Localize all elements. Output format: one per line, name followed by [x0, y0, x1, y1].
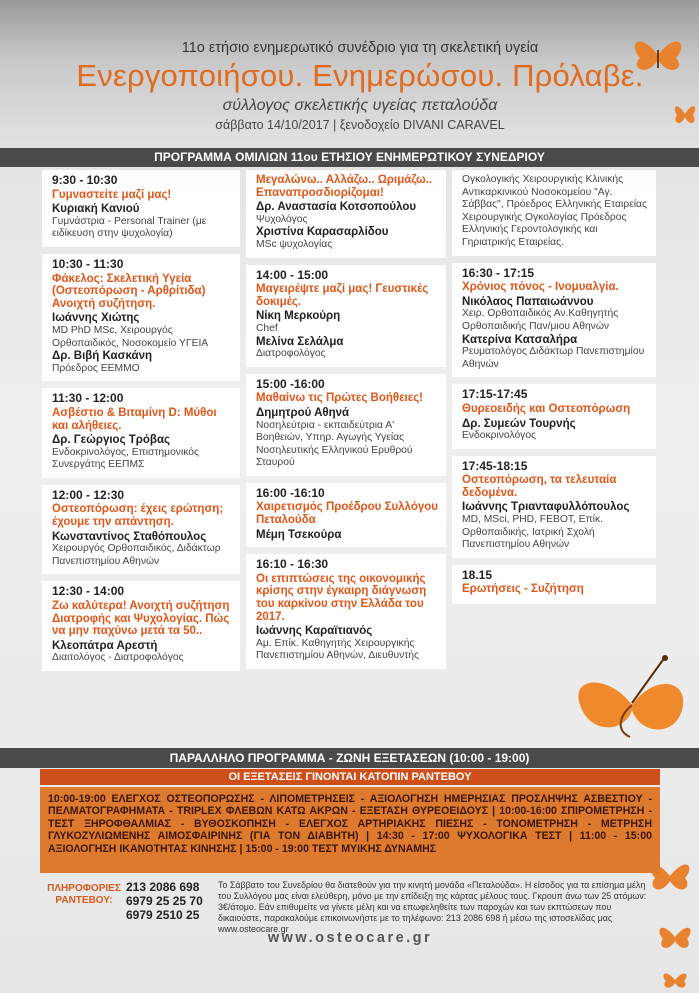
phone-list: [126, 880, 214, 922]
speaker-name: Δρ. Συμεών Τουρνής: [462, 417, 576, 430]
speaker-role: Γυμνάστρια - Personal Trainer (με ειδίκευση στην ψυχολογία): [52, 215, 207, 240]
speaker-role: MSc ψυχολογίας: [256, 238, 333, 250]
session-card: [246, 265, 446, 367]
session-card: [42, 581, 240, 671]
speaker-name: Ιωάννης Τριανταφυλλόπουλος: [462, 501, 630, 514]
session-time: 16:00 -16:10: [256, 485, 325, 500]
session-time: 16:10 - 16:30: [256, 557, 329, 572]
speaker-name: Δρ. Βιβή Κασκάνη: [52, 350, 153, 363]
speaker-name: Δημητρού Αθηνά: [256, 406, 350, 419]
session-card: [452, 384, 656, 448]
speaker-role: Χειρουργός Ορθοπαιδικός, Διδάκτωρ Πανεπιστημίου Αθηνών: [52, 543, 221, 567]
speaker-role: Ενδοκρινολόγος: [462, 430, 537, 442]
speaker-name: Ιωάννης Καραϊτιανός: [256, 625, 373, 638]
speaker-name: Μέμη Τσεκούρα: [256, 528, 342, 541]
program-title: ΠΡΟΓΡΑΜΜΑ ΟΜΙΛΙΩΝ 11ου ΕΤΗΣΙΟΥ ΕΝΗΜΕΡΩΤΙΚΟΥ ΣΥΝΕΔΡΙΟΥ: [0, 148, 699, 167]
session-card: [42, 170, 240, 247]
session-card: [42, 254, 240, 381]
association-name: σύλλογος σκελετικής υγείας πεταλούδα: [222, 97, 498, 114]
speaker-role: Διατροφολόγος: [256, 348, 326, 360]
speaker-name: Κυριακή Κανιού: [52, 203, 140, 216]
speaker-name: Κλεοπάτρα Αρεστή: [52, 639, 158, 652]
speaker-name: Νίκη Μερκούρη: [256, 310, 341, 323]
speaker-role: Νοσηλεύτρια - εκπαιδεύτρια Α' Βοηθειών, Υπηρ. Αγωγής Υγείας Νοσηλευτικής Ελληνικού Ερυθρού Σταυρού: [256, 419, 413, 469]
session-time: 17:15-17:45: [462, 387, 528, 402]
phone-number[interactable]: 6979 25 25 70: [126, 894, 203, 908]
speaker-name: Νικόλαος Παπαιωάννου: [462, 295, 594, 308]
program-column-3: [452, 170, 656, 611]
program-column-2: [246, 170, 446, 676]
session-card: [452, 170, 656, 256]
session-time: 10:30 - 11:30: [52, 256, 124, 271]
date-venue: σάββατο 14/10/2017 | ξενοδοχείο DIVANI CARAVEL: [215, 118, 505, 132]
session-card: [246, 483, 446, 547]
phone-number[interactable]: 213 2086 698: [126, 880, 200, 894]
session-topic: Χρόνιος πόνος - Ινομυαλγία.: [462, 281, 619, 294]
conference-subtitle: 11ο ετήσιο ενημερωτικό συνέδριο για τη σκελετική υγεία: [181, 40, 539, 56]
session-topic: Μαθαίνω τις Πρώτες Βοήθειες!: [256, 392, 424, 405]
phone-number[interactable]: 6979 2510 25: [126, 908, 200, 922]
speaker-role: Πρόεδρος ΕΕΜΜΟ: [52, 362, 140, 374]
session-topic: Ερωτήσεις - Συζήτηση: [462, 583, 584, 596]
program-column-1: [42, 170, 240, 678]
session-topic: Μεγαλώνω.. Αλλάζω.. Ωριμάζω.. Επαναπροσδιορίζομαι!: [256, 174, 433, 199]
speaker-role: Αμ. Επίκ. Καθηγητής Χειρουργικής Πανεπιστημίου Αθηνών, Διευθυντής: [256, 637, 420, 662]
exams-list: 10:00-19:00 ΕΛΕΓΧΟΣ ΟΣΤΕΟΠΟΡΩΣΗΣ - ΛΙΠΟΜΕΤΡΗΣΕΙΣ - ΑΞΙΟΛΟΓΗΣΗ ΗΜΕΡΗΣΙΑΣ ΠΡΟΣΛΗΨΗΣ ΑΣΒΕΣΤΙΟΥ - ΠΕΛΜΑΤΟΓΡΑΦΗΜΑΤΑ - TRIPLEX ΦΛΕΒΩΝ ΚΑΤΩ ΑΚΡΩΝ - ΕΞΕΤΑΣΗ ΘΥΡΕΟΕΙΔΟΥΣ | 10:00-16:00 ΣΠΙΡΟΜΕΤΡΗΣΗ - ΤΕΣΤ ΞΗΡΟΦΘΑΛΜΙΑΣ - ΒΥΘΟΣΚΟΠΗΣΗ - ΕΛΕΓΧΟΣ ΑΡΤΗΡΙΑΚΗΣ ΠΙΕΣΗΣ - ΤΟΝΟΜΕΤΡΗΣΗ - ΜΕΤΡΗΣΗ ΓΛΥΚΟΖΥΛΙΩΜΕΝΗΣ ΑΙΜΟΣΦΑΙΡΙΝΗΣ (ΓΙΑ ΤΟΝ ΔΙΑΒΗΤΗ) | 14:30 - 17:00 ΨΥΧΟΛΟΓΙΚΑ ΤΕΣΤ | 11:00 - 15:00 ΑΞΙΟΛΟΓΗΣΗ ΙΚΑΝΟΤΗΤΑΣ ΚΙΝΗΣΗΣ | 15:00 - 19:00 ΤΕΣΤ ΜΥΙΚΗΣ ΔΥΝΑΜΗΣ: [40, 787, 660, 873]
slogan: Ενεργοποιήσου. Ενημερώσου. Πρόλαβε.: [76, 58, 644, 93]
speaker-name: Δρ. Αναστασία Κοτσοπούλου: [256, 201, 417, 214]
speaker-role: Ογκολογικής Χειρουργικής Κλινικής Αντικαρκινικού Νοσοκομείου "Αγ. Σάββας", Πρόεδρος Ελληνικής Εταιρείας Χειρουργικής Ογκολογίας Πρόεδρος Ελληνικής Γεροντολογικής και Γηριατρικής Εταιρείας.: [462, 174, 647, 248]
session-topic: Ζω καλύτερα! Ανοιχτή συζήτηση Διατροφής και Ψυχολογίας. Πώς να μην παχύνω μετά τα 50..: [52, 600, 230, 638]
session-time: 16:30 - 17:15: [462, 265, 535, 280]
session-card: [246, 374, 446, 476]
speaker-role: MD, MSci, PHD, FEBOT, Επίκ. Ορθοπαιδικής, Ιατρική Σχολή Πανεπιστημίου Αθηνών: [462, 514, 603, 551]
speaker-role: MD PhD MSc, Χειρουργός Ορθοπαιδικός, Νοσοκομείο ΥΓΕΙΑ: [52, 324, 209, 349]
session-topic: Γυμναστείτε μαζί μας!: [52, 188, 172, 201]
session-card: [246, 170, 446, 258]
speaker-name: Δρ. Γεώργιος Τρόβας: [52, 434, 170, 447]
speaker-name: Κωνσταντίνος Σταθόπουλος: [52, 530, 207, 543]
session-topic: Θυρεοειδής και Οστεοπόρωση: [462, 402, 631, 415]
session-card: [246, 554, 446, 669]
session-topic: Χαιρετισμός Προέδρου Συλλόγου Πεταλούδα: [256, 501, 438, 527]
butterfly-icon: [660, 968, 690, 992]
speaker-name: Ιωάννης Χιώτης: [52, 312, 140, 325]
speaker-role: Ψυχολόγος: [256, 213, 308, 225]
website-link[interactable]: www.osteocare.gr: [267, 930, 433, 946]
session-topic: Οστεοπόρωση, τα τελευταία δεδομένα.: [462, 474, 617, 499]
session-card: [42, 485, 240, 575]
session-topic: Φάκελος: Σκελετική Υγεία (Οστεοπόρωση - Αρθρίτιδα) Ανοιχτή συζήτηση.: [52, 272, 206, 310]
speaker-name: Μελίνα Σελάλμα: [256, 335, 344, 348]
info-text: Το Σάββατο του Συνεδρίου θα διατεθούν για την κινητή μονάδα «Πεταλούδα». Η είσοδος για τα επίσημα μέλη του Συλλόγου μας είναι ελεύθερη, μόνο με την επίδειξη της κάρτας μέλους τους. Γκρουπ άνω των 25 ατόμων: 3€/άτομο. Εάν επιθυμείτε να γίνετε μέλη και να επωφεληθείτε των παροχών και των εκπτώσεων που δικαιούστε, παρακαλούμε επικοινωνήστε με το τηλέφωνο: 213 2086 698 ή μέσω της ιστοσελίδας μας www.osteocare.gr: [218, 880, 647, 934]
session-time: 9:30 - 10:30: [52, 173, 118, 187]
parallel-program-title: ΠΑΡΑΛΛΗΛΟ ΠΡΟΓΡΑΜΜΑ - ΖΩΝΗ ΕΞΕΤΑΣΕΩΝ (10:00 - 19:00): [0, 748, 699, 768]
session-time: 15:00 -16:00: [256, 376, 325, 391]
session-topic: Μαγειρέψτε μαζί μας! Γευστικές δοκιμές.: [256, 283, 429, 308]
speaker-role: Chef: [256, 322, 278, 334]
speaker-role: Ενδοκρινολόγος, Επιστημονικός Συνεργάτης ΕΕΠΜΣ: [52, 446, 199, 471]
session-time: 12:30 - 14:00: [52, 584, 125, 599]
session-topic: Ασβέστιο & Βιταμίνη D: Μύθοι και αλήθειες.: [52, 406, 217, 432]
session-time: 11:30 - 12:00: [52, 391, 124, 406]
session-time: 14:00 - 15:00: [256, 267, 329, 282]
info-label: ΠΛΗΡΟΦΟΡΙΕΣ ΡΑΝΤΕΒΟΥ:: [47, 883, 121, 906]
speaker-role: Χειρ. Ορθοπαιδικός Αν.Καθηγητής Ορθοπαιδικής Παν/μιου Αθηνών: [462, 308, 619, 332]
session-card: [452, 456, 656, 558]
butterfly-icon: [570, 655, 690, 745]
appointment-notice: ΟΙ ΕΞΕΤΑΣΕΙΣ ΓΙΝΟΝΤΑΙ ΚΑΤΟΠΙΝ ΡΑΝΤΕΒΟΥ: [40, 769, 660, 785]
session-time: 18.15: [462, 567, 493, 582]
session-topic: Οι επιπτώσεις της οικονομικής κρίσης στην έγκαιρη διάγνωση του καρκίνου στην Ελλάδα του 2017.: [256, 572, 427, 623]
session-time: 12:00 - 12:30: [52, 487, 125, 502]
session-time: 17:45-18:15: [462, 458, 528, 473]
butterfly-icon: [655, 920, 695, 954]
session-card: [452, 565, 656, 604]
speaker-name: Χριστίνα Καρασαρλίδου: [256, 226, 389, 239]
header: [0, 0, 699, 146]
speaker-role: Διαιτολόγος - Διατροφολόγος: [52, 652, 184, 664]
speaker-name: Κατερίνα Κατσαλήρα: [462, 333, 578, 346]
session-topic: Οστεοπόρωση: έχεις ερώτηση; έχουμε την απάντηση.: [52, 503, 224, 529]
speaker-role: Ρευματολόγος Διδάκτωρ Πανεπιστημίου Αθηνών: [462, 346, 645, 370]
session-card: [42, 388, 240, 478]
session-card: [452, 263, 656, 378]
